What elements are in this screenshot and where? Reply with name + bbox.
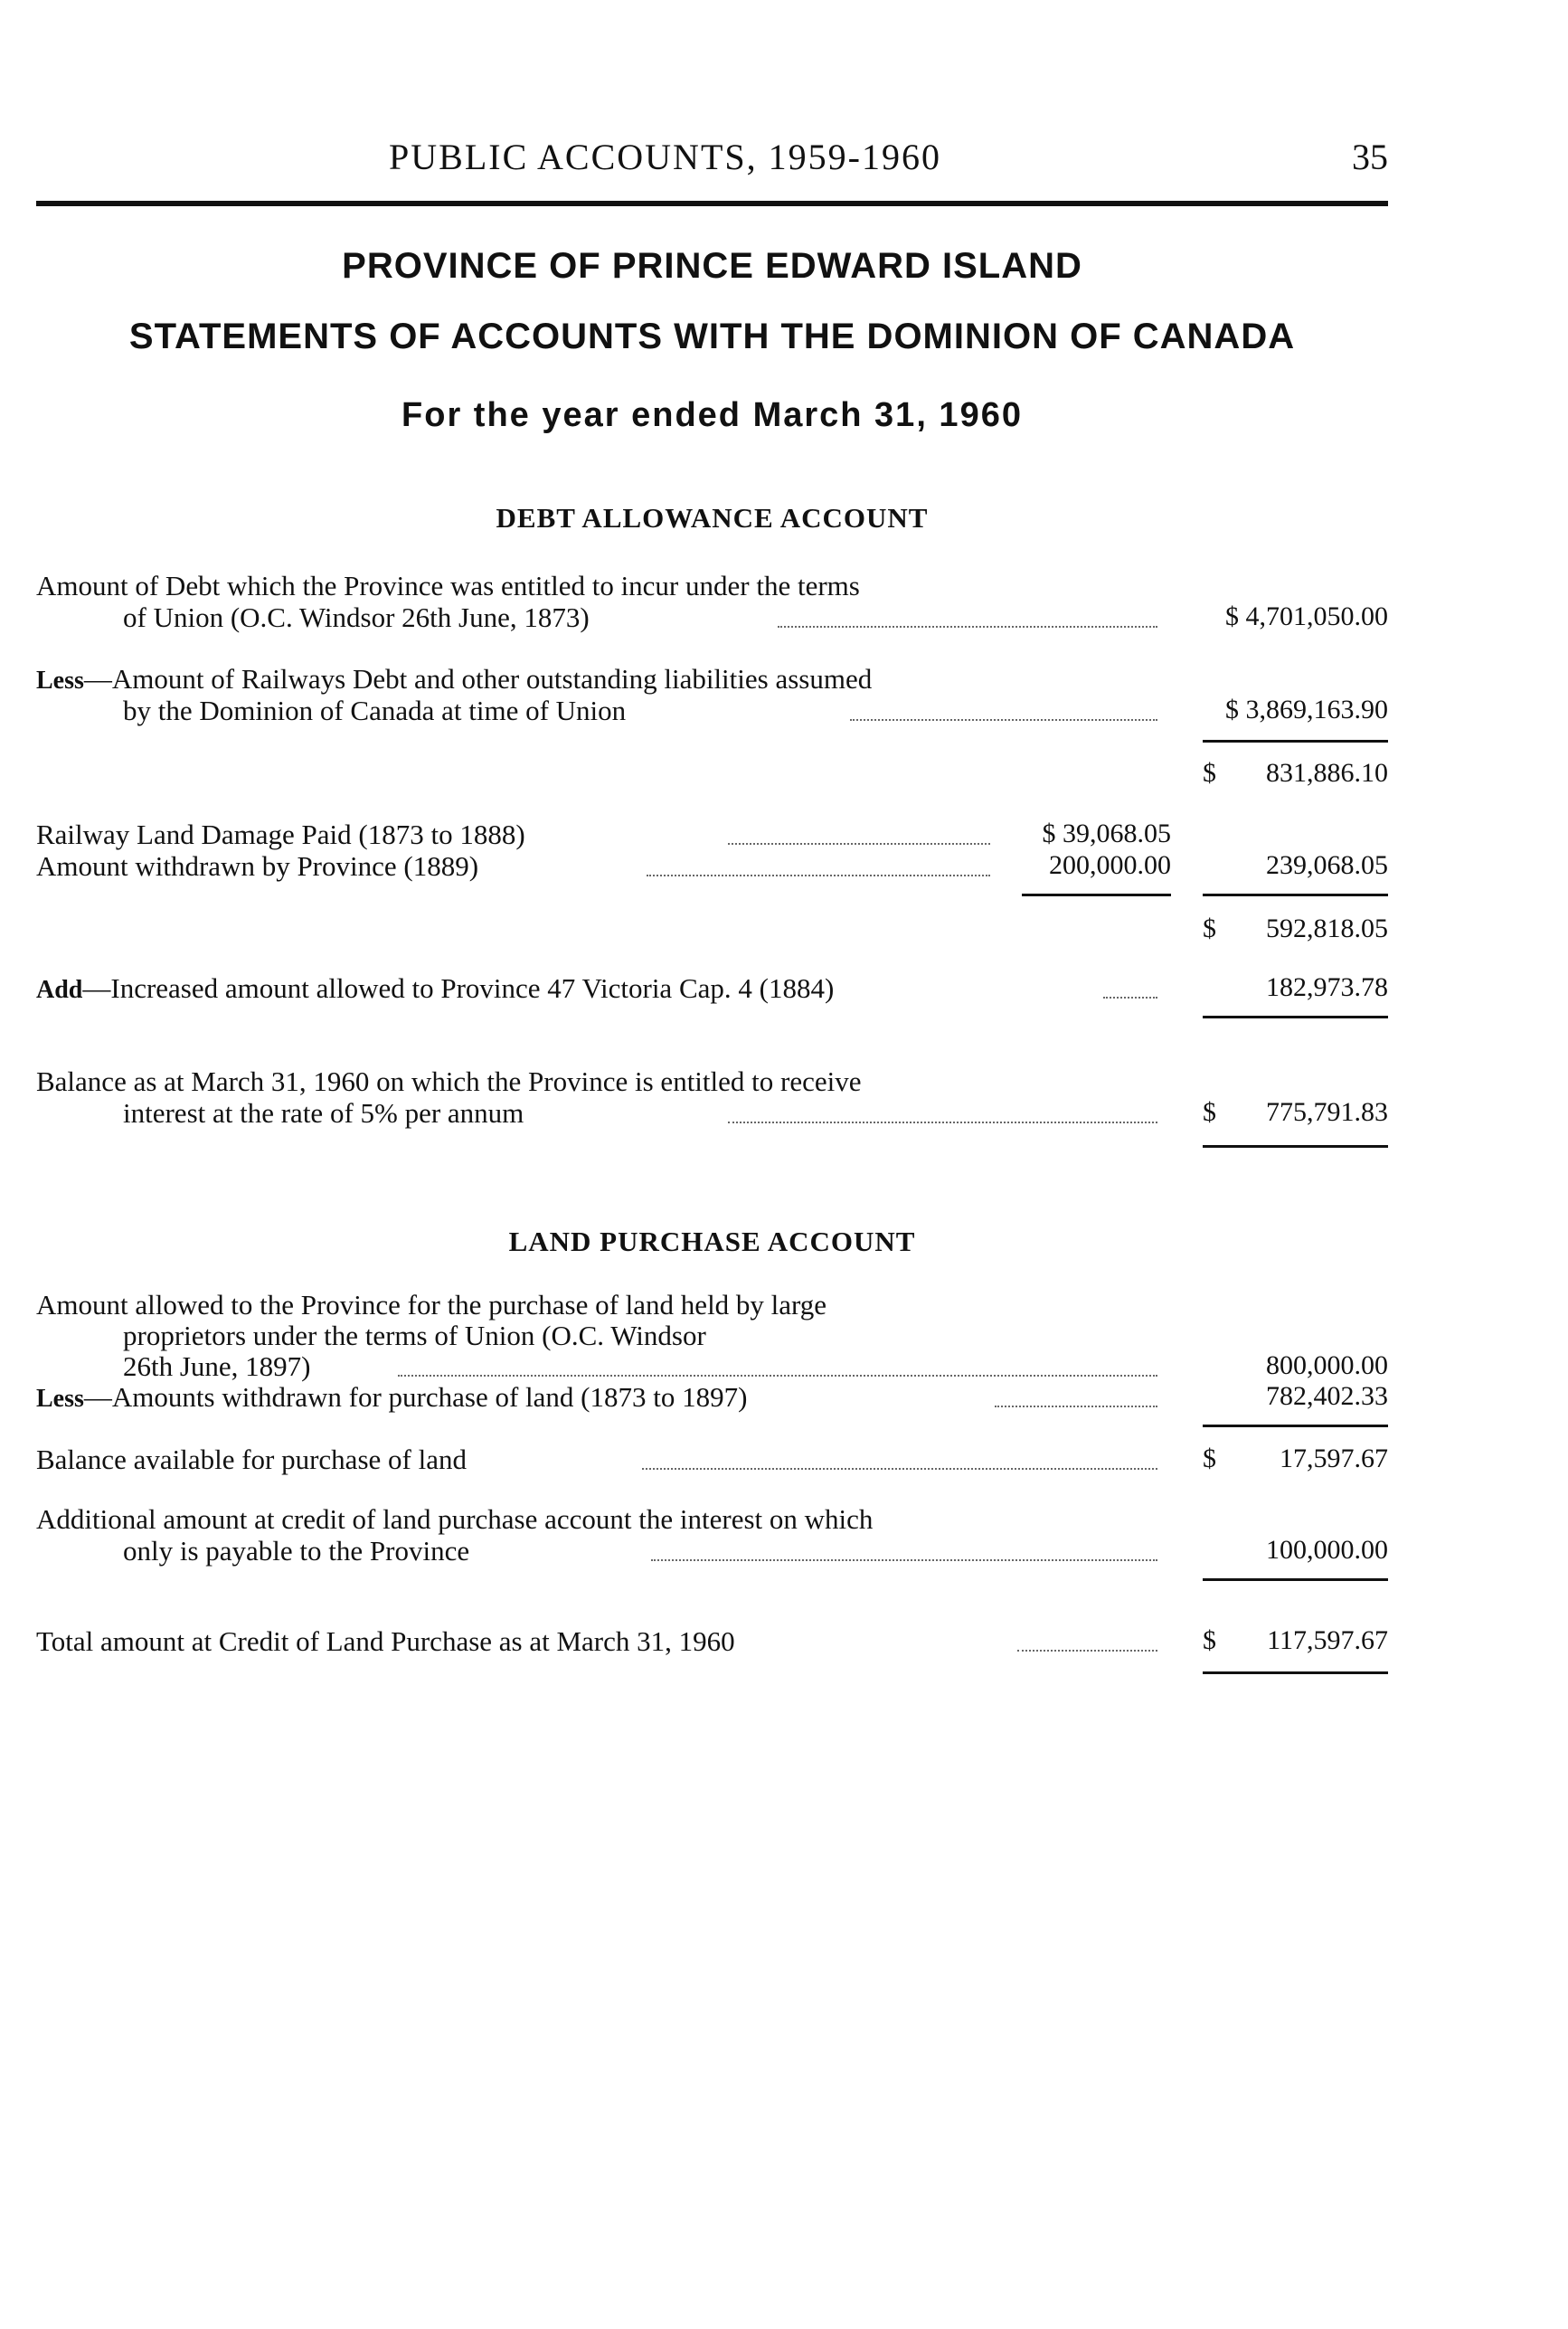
sum-rule — [1203, 1016, 1388, 1018]
leader-dots — [647, 875, 990, 876]
debt-value-balance: 775,791.83 — [1266, 1097, 1388, 1127]
running-title: PUBLIC ACCOUNTS, 1959-1960 — [389, 137, 941, 177]
debt-value-land-damage: $ 39,068.05 — [1042, 819, 1171, 848]
debt-section-heading: DEBT ALLOWANCE ACCOUNT — [496, 502, 929, 534]
sum-rule — [1203, 1578, 1388, 1581]
dollar-sign: $ — [1203, 758, 1216, 788]
page-number: 35 — [1352, 137, 1388, 177]
leader-dots — [1103, 997, 1157, 999]
land-row3: Balance available for purchase of land — [36, 1444, 467, 1475]
sum-rule — [1203, 740, 1388, 743]
leader-dots — [398, 1375, 1157, 1377]
land-value-total: 117,597.67 — [1267, 1625, 1388, 1655]
debt-row5: Amount withdrawn by Province (1889) — [36, 850, 479, 882]
leader-dots — [778, 626, 1157, 628]
dollar-sign: $ — [1203, 1625, 1216, 1655]
debt-value-subtotal: 239,068.05 — [1266, 850, 1388, 880]
leader-dots — [850, 719, 1157, 721]
land-value-additional: 100,000.00 — [1266, 1535, 1388, 1565]
debt-value-withdrawn: 200,000.00 — [1049, 850, 1171, 880]
total-rule — [1203, 1671, 1388, 1674]
land-row2 — [36, 1381, 747, 1414]
leader-dots — [995, 1406, 1157, 1407]
debt-value-net: 592,818.05 — [1266, 914, 1388, 943]
land-row1-line1: Amount allowed to the Province for the purchase of land held by large — [36, 1289, 827, 1321]
land-row1-line2: proprietors under the terms of Union (O.C. Windsor — [123, 1320, 706, 1351]
dollar-sign: $ — [1203, 1444, 1216, 1473]
debt-value-entitled: $ 4,701,050.00 — [1225, 601, 1388, 631]
debt-row7-text: —Increased amount allowed to Province 47 Victoria Cap. 4 (1884) — [82, 972, 835, 1004]
debt-value-difference: 831,886.10 — [1266, 758, 1388, 788]
land-row1-line3: 26th June, 1897) — [123, 1350, 311, 1382]
debt-row4: Railway Land Damage Paid (1873 to 1888) — [36, 819, 525, 850]
debt-row7 — [36, 972, 834, 1005]
debt-row2-line2: by the Dominion of Canada at time of Union — [123, 695, 627, 726]
header-rule — [36, 201, 1388, 206]
running-header — [36, 136, 1388, 190]
debt-row2-text: —Amount of Railways Debt and other outstanding liabilities assumed — [83, 663, 873, 695]
land-row5: Total amount at Credit of Land Purchase as at March 31, 1960 — [36, 1625, 735, 1657]
sum-rule — [1203, 1425, 1388, 1427]
less-label: Less — [36, 1385, 84, 1413]
debt-row2-line1 — [36, 663, 872, 696]
period-title: For the year ended March 31, 1960 — [401, 396, 1023, 434]
debt-row8-line2: interest at the rate of 5% per annum — [123, 1097, 524, 1129]
leader-dots — [1017, 1650, 1157, 1652]
debt-value-railways-debt: $ 3,869,163.90 — [1225, 695, 1388, 724]
sum-rule — [1203, 894, 1388, 896]
dollar-sign: $ — [1203, 1097, 1216, 1127]
sum-rule — [1022, 894, 1171, 896]
debt-value-increased: 182,973.78 — [1266, 972, 1388, 1002]
total-rule — [1203, 1145, 1388, 1148]
leader-dots — [728, 1122, 1157, 1123]
land-row4-line2: only is payable to the Province — [123, 1535, 470, 1567]
leader-dots — [651, 1559, 1157, 1561]
leader-dots — [642, 1468, 1157, 1470]
debt-row1-line1: Amount of Debt which the Province was entitled to incur under the terms — [36, 570, 860, 601]
debt-row8-line1: Balance as at March 31, 1960 on which the Province is entitled to receive — [36, 1065, 862, 1097]
land-section-heading: LAND PURCHASE ACCOUNT — [508, 1226, 916, 1257]
province-title: PROVINCE OF PRINCE EDWARD ISLAND — [342, 246, 1082, 286]
land-row2-text: —Amounts withdrawn for purchase of land (1873 to 1897) — [83, 1381, 748, 1413]
land-value-withdrawn: 782,402.33 — [1266, 1381, 1388, 1411]
add-label: Add — [36, 976, 83, 1004]
land-value-balance: 17,597.67 — [1280, 1444, 1388, 1473]
debt-row1-line2: of Union (O.C. Windsor 26th June, 1873) — [123, 601, 590, 633]
land-row4-line1: Additional amount at credit of land purchase account the interest on which — [36, 1503, 874, 1535]
less-label: Less — [36, 667, 84, 695]
statements-title: STATEMENTS OF ACCOUNTS WITH THE DOMINION OF CANADA — [128, 317, 1296, 356]
dollar-sign: $ — [1203, 914, 1216, 943]
land-value-allowed: 800,000.00 — [1266, 1350, 1388, 1380]
